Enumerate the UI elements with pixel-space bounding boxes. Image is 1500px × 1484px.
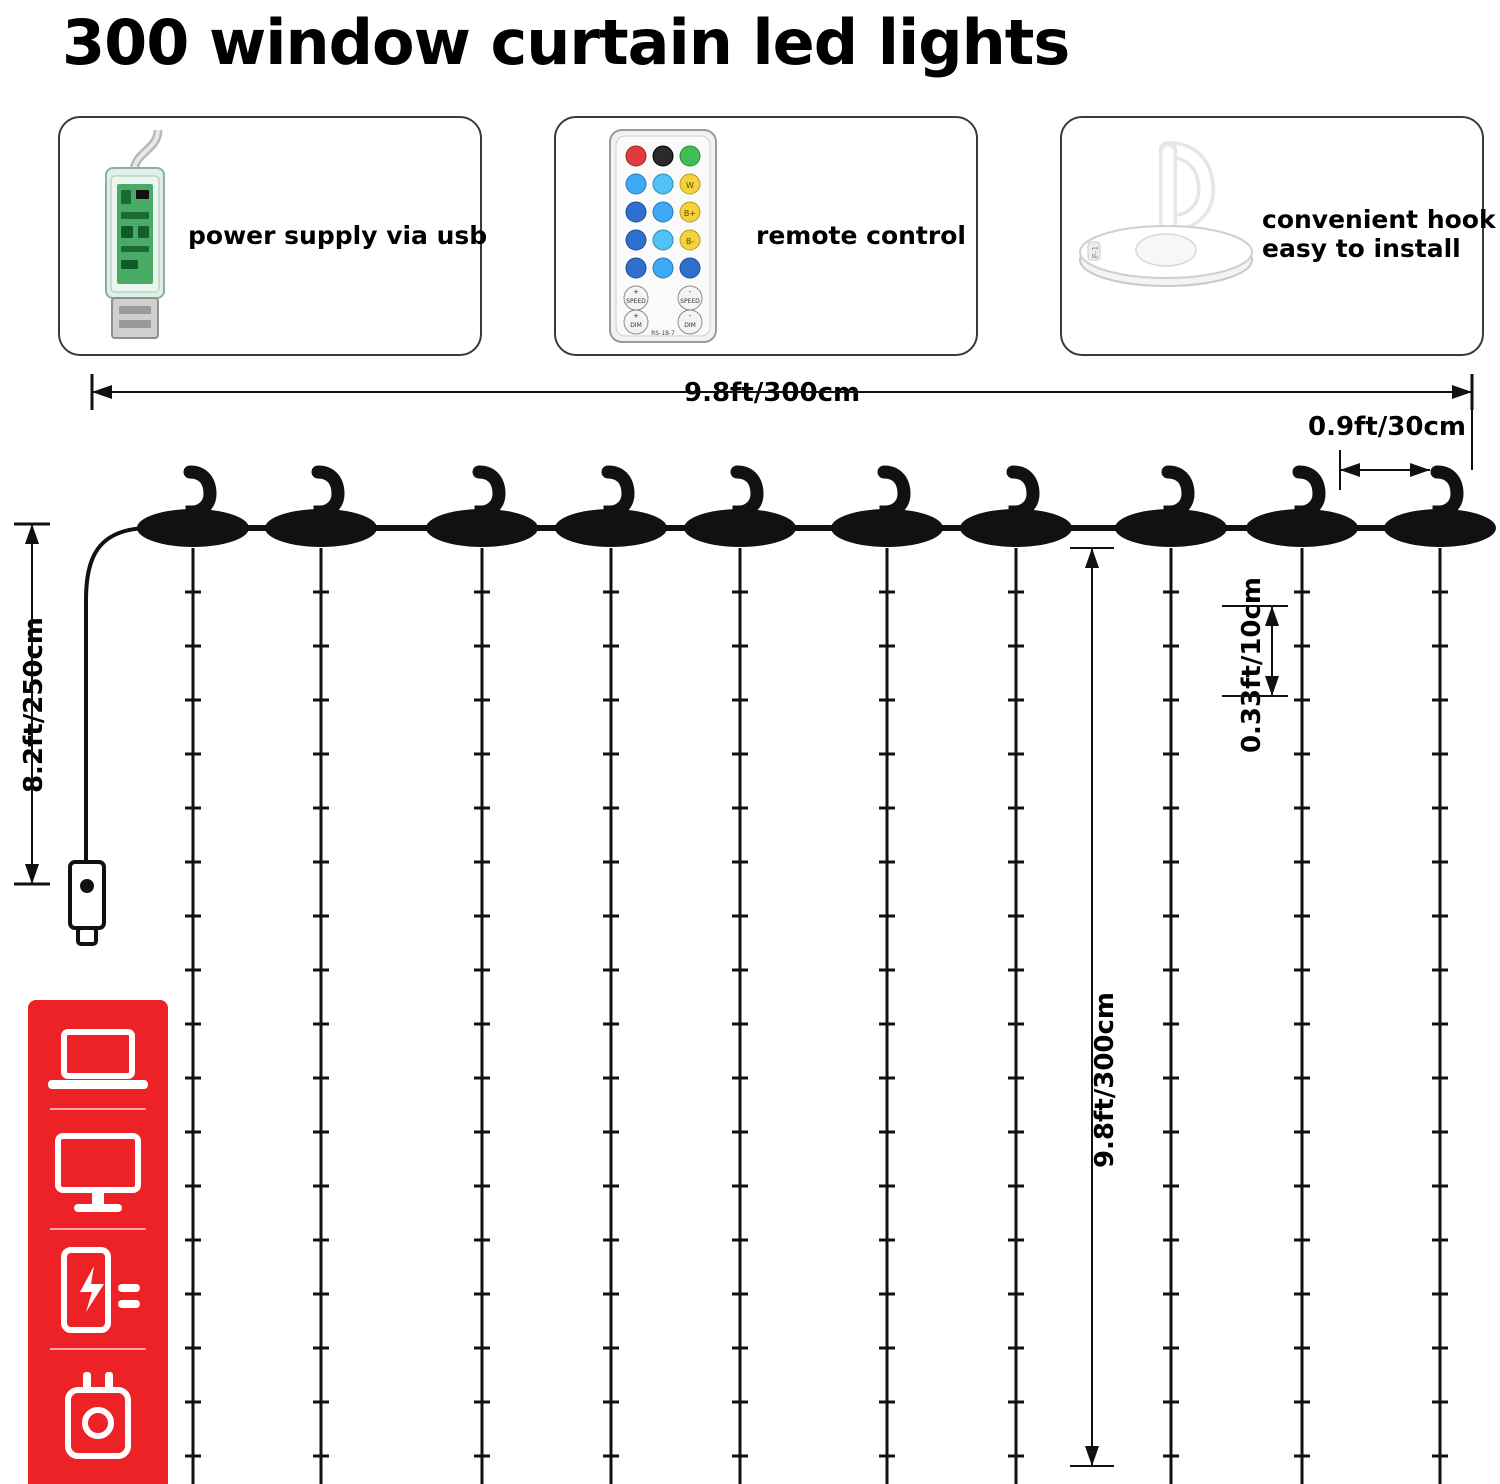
feature-label-usb: power supply via usb xyxy=(188,221,488,250)
svg-text:B+: B+ xyxy=(683,209,697,218)
feature-label-hook-line1: convenient hook xyxy=(1262,205,1496,234)
divider xyxy=(50,1228,146,1230)
svg-text:SPEED: SPEED xyxy=(626,298,646,305)
monitor-icon xyxy=(28,1118,168,1228)
dimension-right-spacing-label: 0.9ft/30cm xyxy=(1308,412,1466,442)
hook-unit xyxy=(555,472,667,547)
hook-unit xyxy=(684,472,796,547)
hook-unit xyxy=(1384,472,1496,547)
hook-unit xyxy=(265,472,377,547)
hook-unit xyxy=(426,472,538,547)
svg-text:P-1: P-1 xyxy=(1091,245,1100,259)
divider xyxy=(50,1348,146,1350)
hook-unit xyxy=(960,472,1072,547)
compatibility-strip xyxy=(28,1000,168,1484)
dimension-left-height-label: 8.2ft/250cm xyxy=(19,616,49,794)
feature-label-hook-line2: easy to install xyxy=(1262,233,1461,263)
hook-unit xyxy=(831,472,943,547)
svg-text:+: + xyxy=(633,288,639,296)
divider xyxy=(50,1108,146,1110)
svg-text:-: - xyxy=(688,312,692,320)
dimension-led-spacing-label: 0.33ft/10cm xyxy=(1237,576,1267,754)
hook-unit xyxy=(1115,472,1227,547)
laptop-icon xyxy=(28,1008,168,1118)
svg-text:RS-18-7: RS-18-7 xyxy=(651,330,675,337)
page-title: 300 window curtain led lights xyxy=(62,6,1070,79)
svg-text:DIM: DIM xyxy=(630,322,642,329)
power-bank-icon xyxy=(28,1238,168,1348)
svg-text:SPEED: SPEED xyxy=(680,298,700,305)
dimension-top-width-label: 9.8ft/300cm xyxy=(678,378,866,408)
svg-text:-: - xyxy=(688,288,692,296)
svg-text:DIM: DIM xyxy=(684,322,696,329)
feature-label-remote: remote control xyxy=(756,221,966,250)
svg-text:W: W xyxy=(686,181,694,190)
hook-strand-group xyxy=(137,472,1496,1484)
wall-adapter-icon xyxy=(28,1364,168,1474)
hook-unit xyxy=(1246,472,1358,547)
svg-text:B-: B- xyxy=(685,237,695,246)
usb-connector-endpoint xyxy=(70,862,104,944)
dimension-strand-length-label: 9.8ft/300cm xyxy=(1090,991,1120,1169)
hook-unit xyxy=(137,472,249,547)
svg-text:+: + xyxy=(633,312,639,320)
